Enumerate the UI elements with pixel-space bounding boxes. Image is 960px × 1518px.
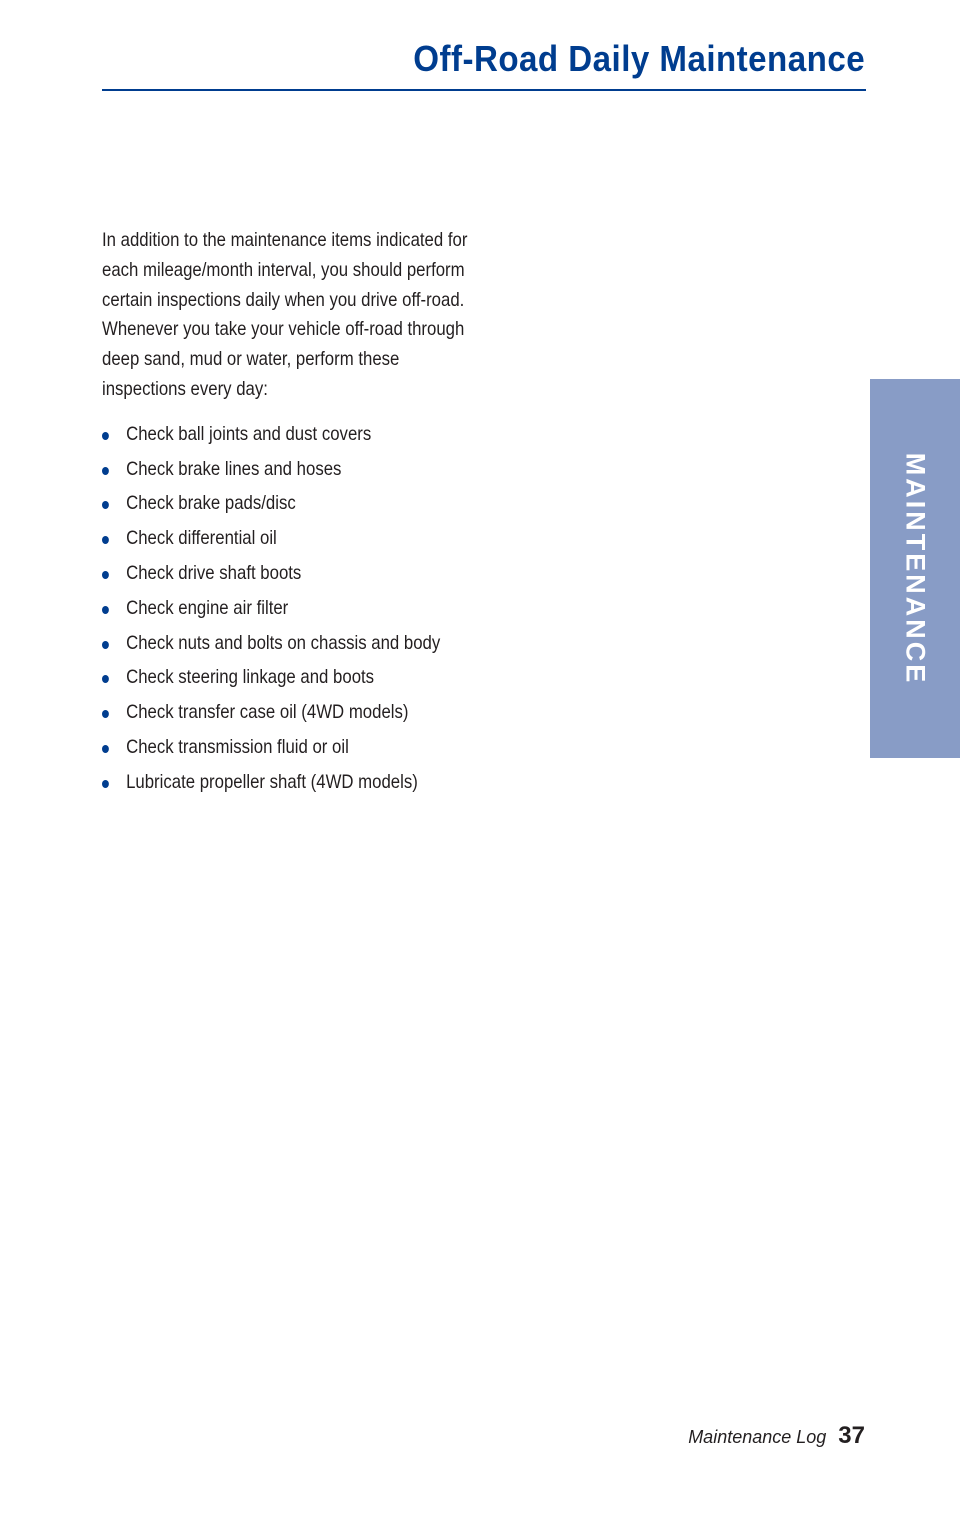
checklist-item-text: Check differential oil — [126, 527, 277, 550]
checklist-item — [102, 629, 472, 659]
checklist-item-text: Check brake lines and hoses — [126, 457, 342, 480]
section-tab-label: MAINTENANCE — [900, 452, 931, 685]
checklist-item — [102, 698, 472, 728]
bullet-icon — [102, 606, 109, 614]
bullet-icon — [102, 467, 109, 475]
checklist-item — [102, 663, 472, 693]
bullet-icon — [102, 745, 109, 753]
checklist-item — [102, 559, 472, 589]
checklist-item-text: Check nuts and bolts on chassis and body — [126, 631, 441, 654]
page-title: Off-Road Daily Maintenance — [413, 38, 865, 79]
bullet-icon — [102, 536, 109, 544]
bullet-icon — [102, 641, 109, 649]
checklist-item-text: Check transfer case oil (4WD models) — [126, 701, 409, 724]
bullet-icon — [102, 432, 109, 440]
footer-section-name: Maintenance Log — [688, 1427, 827, 1447]
checklist-item-text: Check brake pads/disc — [126, 492, 296, 515]
checklist-item-text: Check ball joints and dust covers — [126, 422, 372, 445]
page-number: 37 — [838, 1422, 865, 1449]
checklist-item — [102, 455, 472, 485]
checklist-item — [102, 420, 472, 450]
checklist-item-text: Check steering linkage and boots — [126, 666, 375, 689]
bullet-icon — [102, 501, 109, 509]
page-footer — [688, 1422, 865, 1450]
bullet-icon — [102, 780, 109, 788]
bullet-icon — [102, 675, 109, 683]
inspection-checklist — [102, 420, 472, 798]
checklist-item — [102, 768, 472, 798]
checklist-item — [102, 733, 472, 763]
checklist-item-text: Lubricate propeller shaft (4WD models) — [126, 770, 418, 793]
checklist-item-text: Check drive shaft boots — [126, 561, 302, 584]
checklist-item — [102, 524, 472, 554]
bullet-icon — [102, 571, 109, 579]
bullet-icon — [102, 710, 109, 718]
checklist-item — [102, 594, 472, 624]
title-rule — [102, 89, 866, 91]
checklist-item-text: Check engine air filter — [126, 596, 289, 619]
checklist-item — [102, 489, 472, 519]
main-content — [102, 226, 482, 803]
checklist-item-text: Check transmission fluid or oil — [126, 735, 349, 758]
intro-paragraph: In addition to the maintenance items indicated for each mileage/month interval, you should perform certain inspections daily when you drive off-road. Whenever you take your vehicle off-road through deep sand, mud or water, perform these inspections every day: — [102, 229, 468, 400]
section-side-tab — [870, 379, 960, 758]
